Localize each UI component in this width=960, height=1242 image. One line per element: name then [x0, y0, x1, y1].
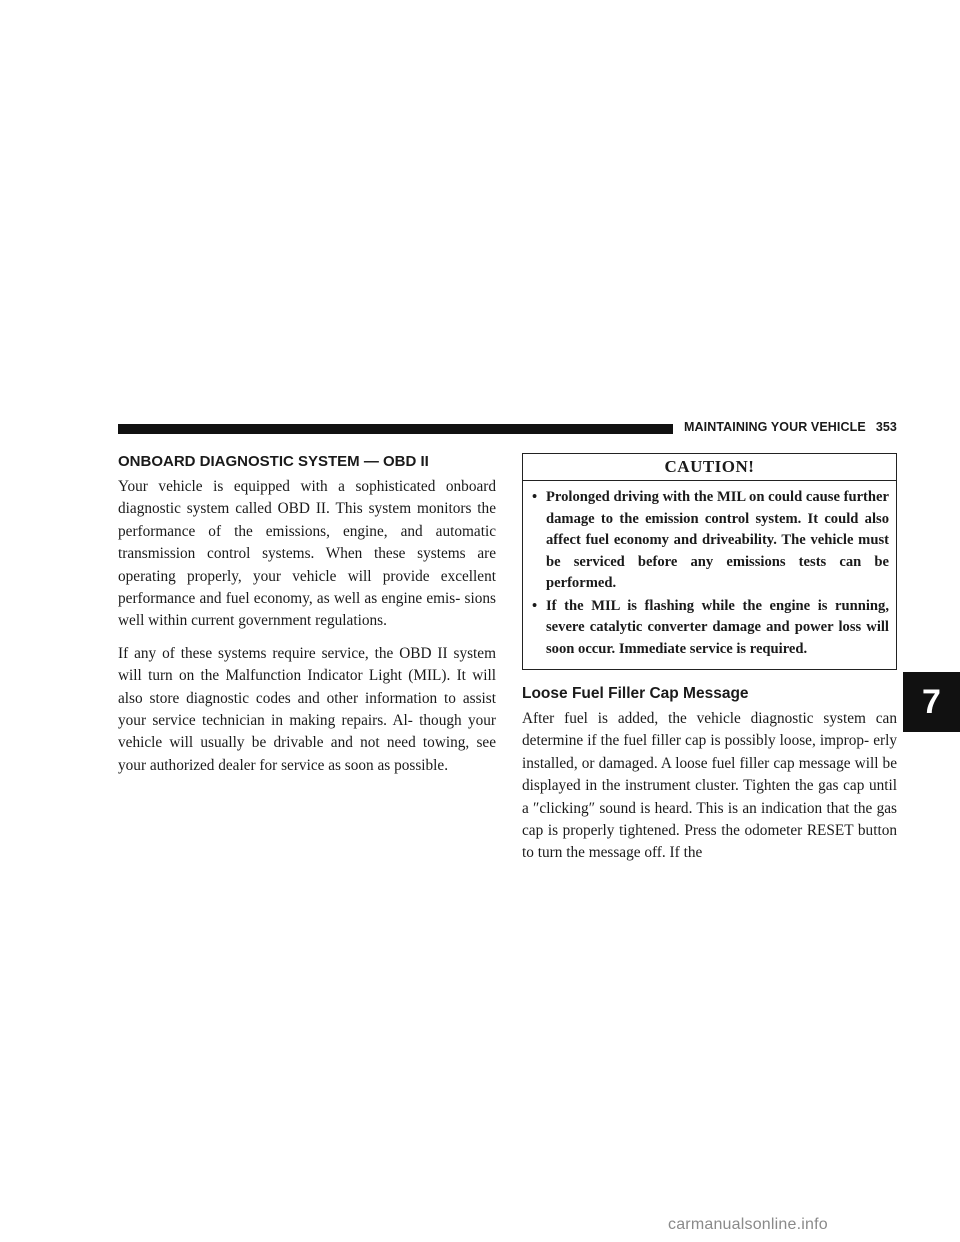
- bullet-icon: •: [532, 489, 538, 505]
- caution-item: [532, 487, 889, 595]
- running-head: [684, 420, 897, 434]
- fuel-cap-paragraph: After fuel is added, the vehicle diagnostic system can determine if the fuel filler cap is possibly loose, improp- erly installed, or damaged. A loose fuel filler cap message will be displayed in the instrument cluster. Tighten the gas cap until a ″clicking″ sound is heard. This is an indication that the gas cap is properly tightened. Press the odometer RESET button to turn the message off. If the: [522, 710, 897, 862]
- caution-list: [523, 481, 896, 669]
- bullet-icon: •: [532, 597, 538, 614]
- left-column: [118, 453, 496, 787]
- caution-box: [522, 453, 897, 670]
- caution-item: [532, 596, 889, 661]
- watermark: carmanualsonline.info: [668, 1216, 828, 1233]
- right-column: [522, 453, 897, 875]
- caution-title: CAUTION!: [523, 454, 896, 481]
- obd-paragraph-1: Your vehicle is equipped with a sophisticated onboard diagnostic system called OBD II. This system monitors the performance of the emissions, engine, and automatic transmission control systems. When these systems are operating properly, your vehicle will provide excellent performance and fuel economy, as well as engine emis- sions well within current government regulations.: [118, 478, 496, 630]
- obd-heading: ONBOARD DIAGNOSTIC SYSTEM — OBD II: [118, 453, 429, 470]
- fuel-cap-heading: Loose Fuel Filler Cap Message: [522, 685, 749, 702]
- section-title: MAINTAINING YOUR VEHICLE: [684, 420, 866, 434]
- page-number: 353: [875, 420, 897, 434]
- caution-item-text: Prolonged driving with the MIL on could cause further damage to the emission control system. It could also affect fuel economy and driveability. The vehicle must be serviced before any emissions tests can be performed.: [546, 489, 889, 591]
- header-rule: [118, 424, 673, 434]
- caution-item-text: If the MIL is flashing while the engine is running, severe catalytic converter damage and power loss will soon occur. Immediate service is required.: [546, 597, 889, 657]
- chapter-tab: 7: [903, 672, 960, 732]
- obd-paragraph-2: If any of these systems require service, the OBD II system will turn on the Malfunction Indicator Light (MIL). It will also store diagnostic codes and other information to assist your service technician in making repairs. Al- though your vehicle will usually be drivable and not need towing, see your authorized dealer for service as soon as possible.: [118, 644, 496, 774]
